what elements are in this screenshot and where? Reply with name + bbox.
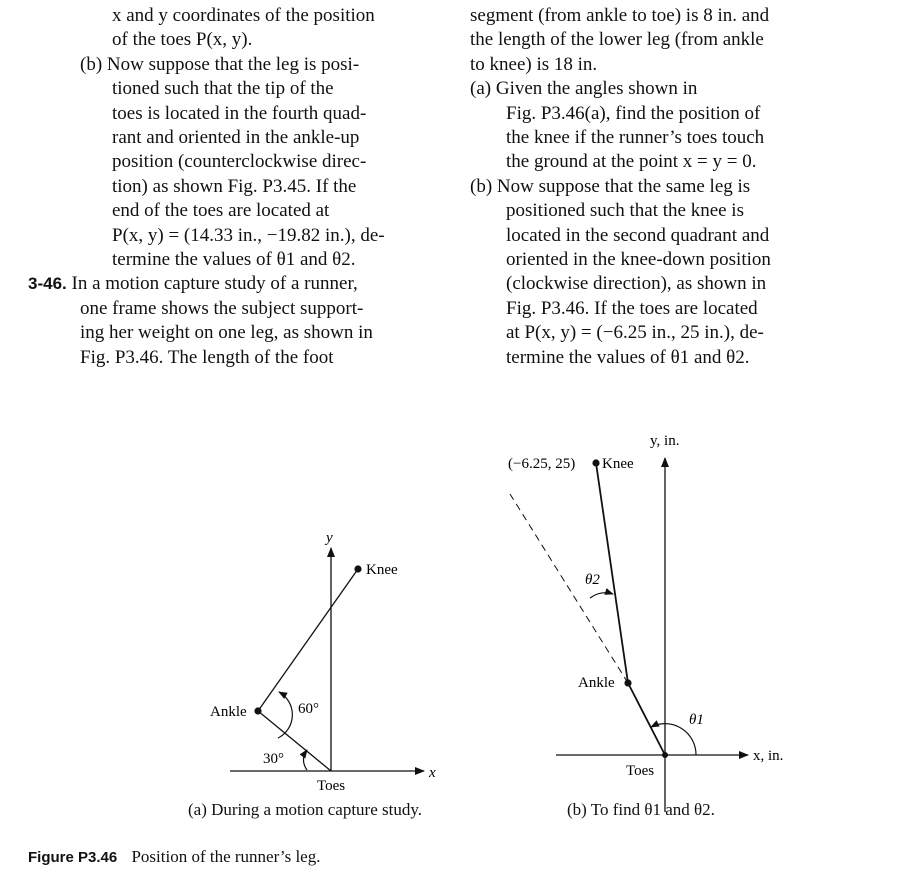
fig-a-30deg-arc <box>304 750 308 770</box>
fig-b-ankle-point <box>624 679 631 686</box>
part-b-line: tion) as shown Fig. P3.45. If the <box>112 175 357 197</box>
fig-a-knee-label: Knee <box>366 562 398 578</box>
part-a-line: the ground at the point x = y = 0. <box>506 151 757 173</box>
part-b-line: toes is located in the fourth quad- <box>112 102 367 124</box>
problem-line: In a motion capture study of a runner, <box>71 273 358 295</box>
part-a-label: (a) <box>470 78 492 100</box>
fig-b-theta2-label: θ2 <box>585 572 600 588</box>
fig-a-x-label: x <box>429 765 436 781</box>
fig-b-toes-label: Toes <box>626 763 655 779</box>
part-a-line: Given the angles shown in <box>495 78 698 100</box>
figure-b <box>508 433 783 812</box>
fig-b-dashed-extension <box>510 494 628 683</box>
fig-b-theta2-arc <box>590 593 613 598</box>
fig-b-toes-point <box>662 752 668 758</box>
part-b-line: rant and oriented in the ankle-up <box>112 127 360 149</box>
fig-a-knee-point <box>354 565 361 572</box>
part-b-label: (b) <box>470 175 493 197</box>
left-cont-line: x and y coordinates of the position <box>112 5 375 26</box>
problem-number: 3-46. <box>28 274 67 294</box>
part-a-line: Fig. P3.46(a), find the position of <box>506 102 761 124</box>
part-b-line: tioned such that the tip of the <box>112 78 334 100</box>
fig-b-ankle-label: Ankle <box>578 675 615 691</box>
fig-b-knee-label: Knee <box>602 456 634 472</box>
part-b-line: located in the second quadrant and <box>506 224 770 246</box>
fig-b-theta1-label: θ1 <box>689 712 704 728</box>
fig-a-60deg-label: 60° <box>298 701 319 717</box>
part-b-line: end of the toes are located at <box>112 200 330 222</box>
part-b-line: Now suppose that the leg is posi- <box>106 53 360 75</box>
part-a-line: the knee if the runner’s toes touch <box>506 127 765 149</box>
part-b-line: termine the values of θ1 and θ2. <box>506 346 750 368</box>
subcaption-a: (a) During a motion capture study. <box>188 800 422 819</box>
fig-a-ankle-label: Ankle <box>210 704 247 720</box>
problem-line: ing her weight on one leg, as shown in <box>80 322 373 344</box>
right-cont-line: segment (from ankle to toe) is 8 in. and <box>470 5 770 26</box>
part-b-line: at P(x, y) = (−6.25 in., 25 in.), de- <box>506 322 764 344</box>
problem-line: one frame shows the subject support- <box>80 297 364 319</box>
fig-a-toes-label: Toes <box>317 778 346 794</box>
fig-a-60deg-arc <box>278 692 292 738</box>
part-b-line: oriented in the knee-down position <box>506 249 771 271</box>
part-b-line: Now suppose that the same leg is <box>496 175 751 197</box>
subcaption-b: (b) To find θ1 and θ2. <box>567 800 715 819</box>
problem-line: Fig. P3.46. The length of the foot <box>80 346 334 368</box>
part-b-line: termine the values of θ1 and θ2. <box>112 249 356 271</box>
fig-b-x-label: x, in. <box>753 748 784 764</box>
part-b-line: positioned such that the knee is <box>506 200 744 222</box>
left-cont-line: of the toes P(x, y). <box>112 29 253 51</box>
part-b-line: P(x, y) = (14.33 in., −19.82 in.), de- <box>112 224 385 246</box>
fig-b-lower-leg <box>596 463 628 683</box>
part-b-line: (clockwise direction), as shown in <box>506 273 767 295</box>
fig-a-ankle-point <box>254 707 261 714</box>
fig-a-y-label: y <box>326 530 333 546</box>
part-b-label: (b) <box>80 53 103 75</box>
part-b-line: Fig. P3.46. If the toes are located <box>506 297 758 319</box>
fig-b-y-label: y, in. <box>650 433 680 449</box>
fig-a-lower-leg <box>258 569 358 711</box>
figure-a <box>210 530 436 794</box>
figure-caption-text: Position of the runner’s leg. <box>131 847 321 866</box>
right-cont-line: to knee) is 18 in. <box>470 53 598 75</box>
right-cont-line: the length of the lower leg (from ankle <box>470 29 764 51</box>
fig-b-foot-segment <box>628 683 665 755</box>
fig-a-30deg-label: 30° <box>263 751 284 767</box>
part-b-line: position (counterclockwise direc- <box>112 151 367 173</box>
figure-label: Figure P3.46 <box>28 849 118 866</box>
figure-caption <box>28 847 320 867</box>
fig-b-knee-coords: (−6.25, 25) <box>508 456 576 472</box>
fig-b-knee-point <box>592 459 599 466</box>
